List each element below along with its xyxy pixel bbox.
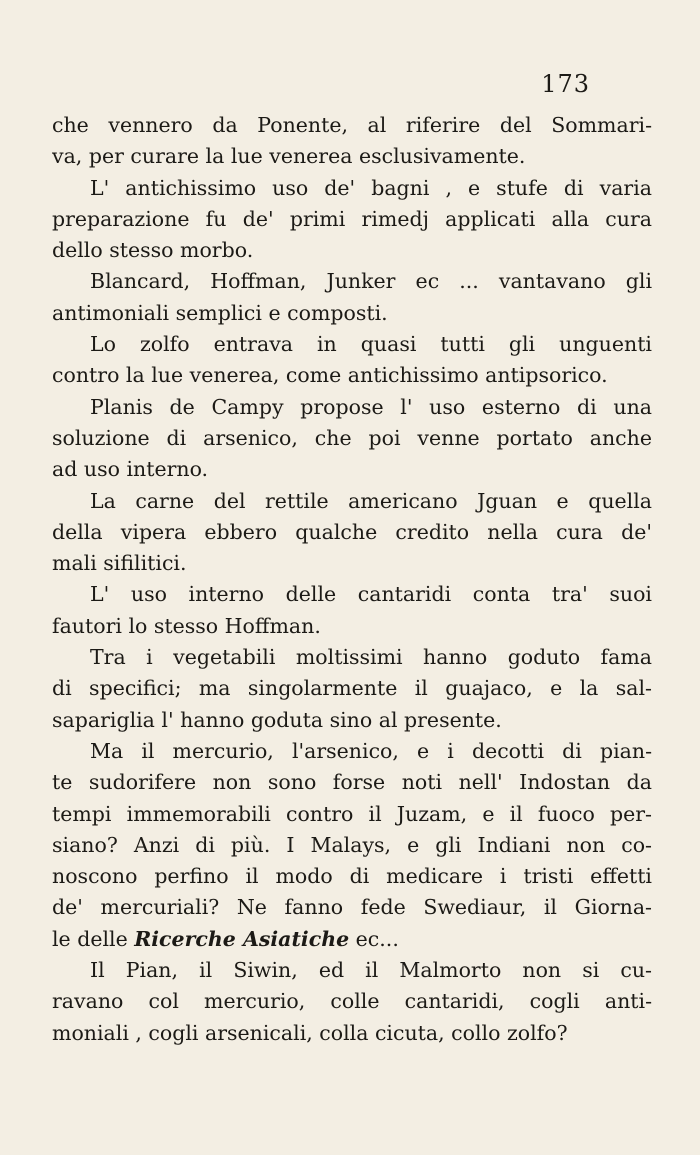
paragraph bbox=[52, 736, 652, 955]
paragraph bbox=[52, 486, 652, 580]
text-line: Blancard, Hoffman, Junker ec ... vantavano gli bbox=[90, 269, 652, 294]
text-segment: le delle bbox=[52, 926, 135, 951]
text-line: mali sifilitici. bbox=[52, 551, 187, 576]
text-line: moniali , cogli arsenicali, colla cicuta, collo zolfo? bbox=[52, 1020, 568, 1045]
text-line: soluzione di arsenico, che poi venne portato anche bbox=[52, 425, 652, 450]
paragraph bbox=[52, 329, 652, 392]
text-line: te sudorifere non sono forse noti nell' Indostan da bbox=[52, 770, 652, 795]
text-line: L' antichissimo uso de' bagni , e stufe di varia bbox=[90, 175, 652, 200]
text-line: ad uso interno. bbox=[52, 457, 209, 482]
text-line: Planis de Campy propose l' uso esterno di una bbox=[90, 394, 652, 419]
text-segment: ec... bbox=[349, 926, 399, 951]
text-line: L' uso interno delle cantaridi conta tra' suoi bbox=[90, 582, 652, 607]
page-number: 173 bbox=[541, 70, 590, 98]
paragraph bbox=[52, 642, 652, 736]
text-line: della vipera ebbero qualche credito nella cura de' bbox=[52, 519, 652, 544]
text-line: siano? Anzi di più. I Malays, e gli Indiani non co- bbox=[52, 832, 652, 857]
text-line: ravano col mercurio, colle cantaridi, cogli anti- bbox=[52, 989, 652, 1014]
body-text bbox=[52, 110, 652, 1049]
journal-title: Ricerche Asiatiche bbox=[134, 926, 350, 951]
text-line: Ma il mercurio, l'arsenico, e i decotti di pian- bbox=[90, 738, 652, 763]
paragraph bbox=[52, 110, 652, 173]
text-line: preparazione fu de' primi rimedj applicati alla cura bbox=[52, 206, 652, 231]
text-line: sapariglia l' hanno goduta sino al presente. bbox=[52, 707, 502, 732]
text-line: che vennero da Ponente, al riferire del Sommari- bbox=[52, 113, 652, 137]
text-line: tempi immemorabili contro il Juzam, e il fuoco per- bbox=[52, 801, 652, 826]
text-line: Lo zolfo entrava in quasi tutti gli unguenti bbox=[90, 332, 652, 357]
text-line: de' mercuriali? Ne fanno fede Swediaur, il Giorna- bbox=[52, 895, 652, 920]
paragraph bbox=[52, 955, 652, 1049]
text-line: antimoniali semplici e composti. bbox=[52, 300, 388, 325]
text-line: La carne del rettile americano Jguan e quella bbox=[90, 488, 652, 513]
text-line: di specifici; ma singolarmente il guajaco, e la sal- bbox=[52, 676, 652, 701]
text-line: contro la lue venerea, come antichissimo antipsorico. bbox=[52, 363, 608, 388]
text-line: va, per curare la lue venerea esclusivamente. bbox=[52, 144, 526, 169]
text-line: Il Pian, il Siwin, ed il Malmorto non si cu- bbox=[90, 958, 652, 983]
paragraph bbox=[52, 173, 652, 267]
text-line bbox=[52, 924, 652, 955]
paragraph bbox=[52, 392, 652, 486]
text-line: dello stesso morbo. bbox=[52, 238, 254, 263]
paragraph bbox=[52, 579, 652, 642]
text-line: Tra i vegetabili moltissimi hanno goduto fama bbox=[90, 645, 652, 670]
paragraph bbox=[52, 266, 652, 329]
text-line: noscono perfino il modo di medicare i tristi effetti bbox=[52, 864, 652, 889]
text-line: fautori lo stesso Hoffman. bbox=[52, 613, 321, 638]
